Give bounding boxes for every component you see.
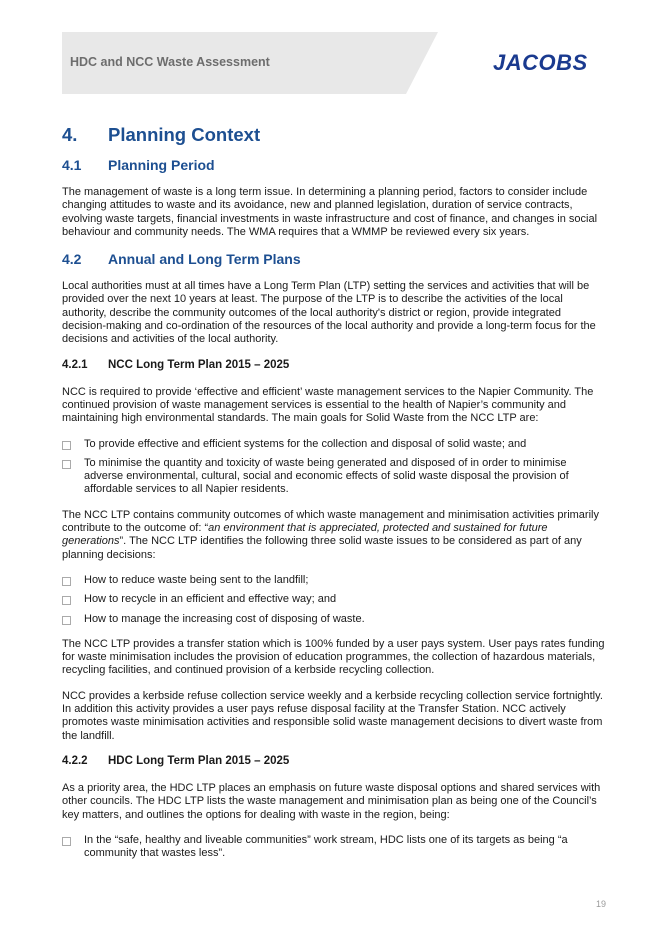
ncc-goals-list [62, 438, 607, 497]
heading-4-1-number: 4.1 [62, 157, 82, 173]
paragraph-ncc-outcomes: The NCC LTP contains community outcomes of which waste management and minimisation activities primarily contribute to the outcome of: “an environment that is appreciated, protected and sustained for future generations”. The NCC LTP identifies the following three solid waste issues to be considered as part of any planning decisions: [62, 508, 599, 561]
header-title: HDC and NCC Waste Assessment [70, 55, 270, 69]
list-item: In the “safe, healthy and liveable communities” work stream, HDC lists one of its targets as being “a community that wastes less”. [62, 834, 607, 861]
section-number: 4. [62, 124, 78, 145]
list-item: To minimise the quantity and toxicity of waste being generated and disposed of in order to minimise adverse environmental, cultural, social and economic effects of solid waste disposal the provision of affordable services to all Napier residents. [62, 457, 607, 497]
jacobs-logo: JACOBS [493, 50, 588, 75]
ncc-issues-list [62, 574, 607, 626]
outcome-quote: an environment that is appreciated, protected and sustained for future generations [62, 522, 548, 548]
heading-4-2-1-title: NCC Long Term Plan 2015 – 2025 [108, 358, 290, 371]
paragraph-ncc-goals-intro: NCC is required to provide ‘effective and efficient’ waste management services to the Napier Community. The continued provision of waste management services is essential to the health of Napier’s community and maintaining high environmental standards. The main goals for Solid Waste from the NCC LTP are: [62, 385, 594, 425]
heading-4-1-title: Planning Period [108, 157, 215, 173]
bullet-box-icon [62, 616, 71, 625]
bullet-box-icon [62, 441, 71, 450]
heading-4-2-2 [62, 755, 607, 767]
paragraph-hdc-priority: As a priority area, the HDC LTP places an emphasis on future waste disposal options and shared services with other councils. The HDC LTP lists the waste management and minimisation plan as being one of the Council’s key matters, and outlines the options for dealing with waste in the region, being: [62, 781, 601, 821]
list-item: How to reduce waste being sent to the landfill; [62, 574, 607, 587]
heading-4-2-1-number: 4.2.1 [62, 358, 88, 371]
paragraph-kerbside: NCC provides a kerbside refuse collection service weekly and a kerbside recycling collection service fortnightly. In addition this activity provides a user pays refuse disposal facility at the Transfer Station. NCC actively promotes waste minimisation activities and responsible solid waste management decisions to divert waste from the landfill. [62, 689, 603, 742]
hdc-list [62, 834, 607, 861]
bullet-box-icon [62, 837, 71, 846]
page-number: 19 [596, 899, 607, 909]
heading-4-1 [62, 157, 607, 173]
heading-4-2-title: Annual and Long Term Plans [108, 251, 301, 268]
list-item: How to manage the increasing cost of disposing of waste. [62, 613, 607, 626]
heading-4-2-2-title: HDC Long Term Plan 2015 – 2025 [108, 754, 290, 767]
paragraph-ltp-intro: Local authorities must at all times have a Long Term Plan (LTP) setting the services and activities that will be provided over the next 10 years at least. The purpose of the LTP is to describe the activities of the local authority, describe the community outcomes of the local authority's district or region, provide integrated decision-making and co-ordination of the resources of the local authority and provide a long-term focus for the decisions and activities of the local authority. [62, 280, 596, 346]
bullet-box-icon [62, 596, 71, 605]
page-content [62, 124, 607, 872]
paragraph-transfer-station: The NCC LTP provides a transfer station which is 100% funded by a user pays system. User pays rates funding for waste minimisation includes the provision of education programmes, the collection of hazardous materials, recycling facilities, and continued provision of a kerbside recycling collection. [62, 637, 605, 677]
heading-4-2-number: 4.2 [62, 251, 82, 268]
section-title: Planning Context [108, 124, 261, 145]
heading-4-2 [62, 251, 607, 267]
bullet-box-icon [62, 460, 71, 469]
list-item: To provide effective and efficient systems for the collection and disposal of solid waste; and [62, 438, 607, 451]
section-heading [62, 124, 607, 146]
heading-4-2-1 [62, 359, 607, 371]
paragraph-planning-period: The management of waste is a long term issue. In determining a planning period, factors to consider include changing attitudes to waste and its avoidance, new and planned legislation, duration of service contracts, evolving waste targets, financial investments in waste infrastructure and cost of finance, and changes in social behaviour and community needs. The WMA requires that a WMMP be reviewed every six years. [62, 186, 598, 238]
list-item: How to recycle in an efficient and effective way; and [62, 593, 607, 606]
heading-4-2-2-number: 4.2.2 [62, 754, 88, 767]
bullet-box-icon [62, 577, 71, 586]
